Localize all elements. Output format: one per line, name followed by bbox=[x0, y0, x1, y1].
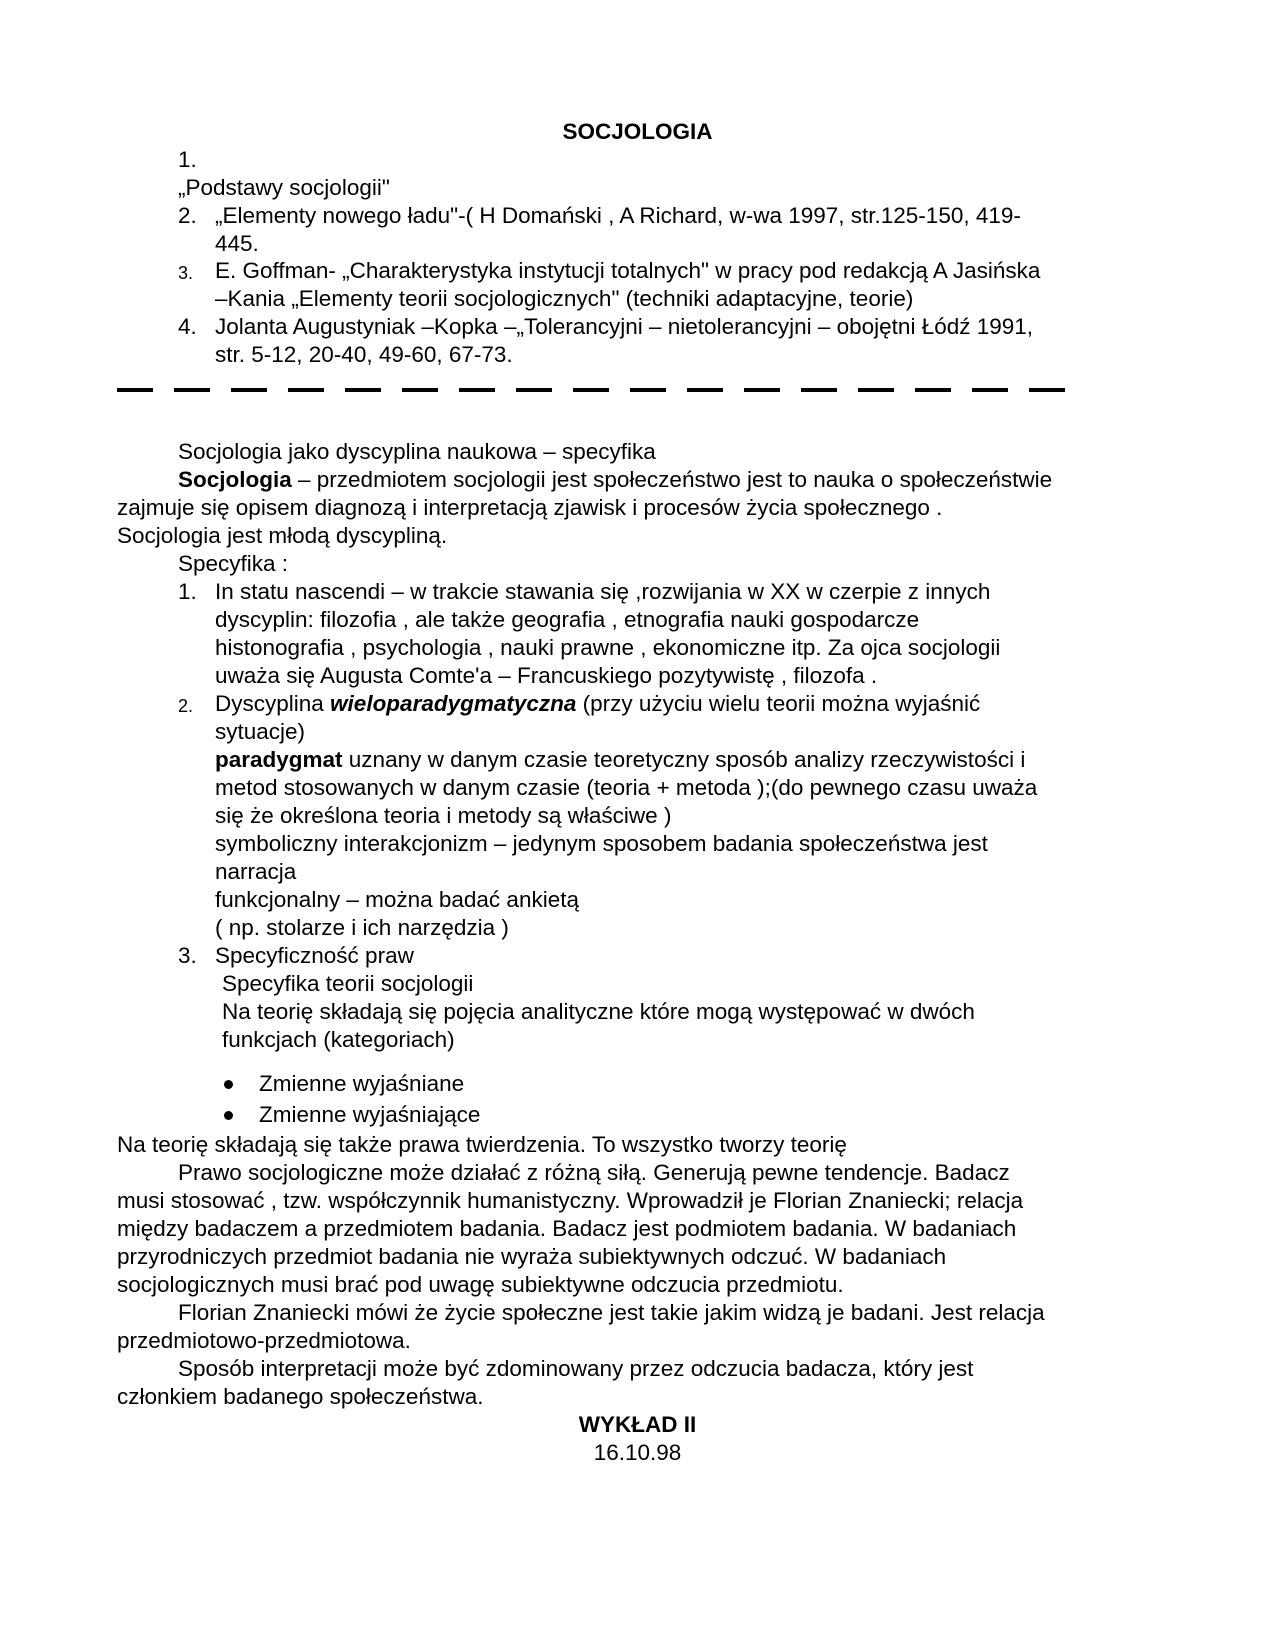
definition-term: Socjologia bbox=[178, 467, 292, 492]
specyfika-label: Specyfika : bbox=[178, 551, 289, 576]
lecture-title: WYKŁAD II bbox=[578, 1412, 697, 1437]
separator-dash bbox=[1029, 388, 1065, 392]
body-paragraph-2-line-2: musi stosować , tzw. współczynnik humanistyczny. Wprowadził je Florian Znaniecki; relacja bbox=[117, 1188, 1024, 1213]
literature-item-1-text: „Podstawy socjologii" bbox=[178, 175, 390, 200]
document-title: SOCJOLOGIA bbox=[562, 119, 713, 144]
spec-item-1-line-1: In statu nascendi – w trakcie stawania się ,rozwijania w XX w czerpie z innych bbox=[215, 579, 991, 604]
separator-dash bbox=[516, 388, 552, 392]
separator-dash bbox=[744, 388, 780, 392]
separator-dash bbox=[630, 388, 666, 392]
body-paragraph-2-line-5: socjologicznych musi brać pod uwagę subiektywne odczucia przedmiotu. bbox=[117, 1272, 844, 1297]
spec-item-2-line-2: sytuacje) bbox=[215, 719, 306, 744]
spec-item-3-line-1: Specyficzność praw bbox=[215, 943, 414, 968]
spec-item-1-line-3: histonografia , psychologia , nauki prawne , ekonomiczne itp. Za ojca socjologii bbox=[215, 635, 1001, 660]
literature-item-2-line-1: „Elementy nowego ładu"-( H Domański , A Richard, w-wa 1997, str.125-150, 419- bbox=[215, 203, 1021, 228]
separator-dash bbox=[972, 388, 1008, 392]
body-paragraph-1: Na teorię składają się także prawa twierdzenia. To wszystko tworzy teorię bbox=[117, 1132, 847, 1157]
literature-item-2-number: 2. bbox=[178, 203, 197, 228]
paradigm-line-3: się że określona teoria i metody są właściwe ) bbox=[215, 803, 672, 828]
paradigm-term: paradygmat bbox=[215, 747, 343, 772]
definition-line-1 bbox=[178, 466, 1052, 495]
literature-item-4-number: 4. bbox=[178, 314, 197, 339]
separator-dash bbox=[345, 388, 381, 392]
literature-item-1-number: 1. bbox=[178, 147, 197, 172]
dashed-separator bbox=[117, 388, 1087, 393]
body-paragraph-3-line-2: przedmiotowo-przedmiotowa. bbox=[117, 1328, 411, 1353]
separator-dash bbox=[117, 388, 153, 392]
definition-text: – przedmiotem socjologii jest społeczeństwo jest to nauka o społeczeństwie bbox=[291, 467, 1053, 492]
spec-item-3-number: 3. bbox=[178, 943, 197, 968]
body-paragraph-4-line-2: członkiem badanego społeczeństwa. bbox=[117, 1384, 484, 1409]
paradigm-line-1 bbox=[215, 746, 1025, 775]
bullet-icon bbox=[224, 1080, 233, 1089]
separator-dash bbox=[231, 388, 267, 392]
spec-item-2-prefix: Dyscyplina bbox=[215, 691, 331, 716]
literature-item-3-number: 3. bbox=[178, 263, 194, 283]
separator-dash bbox=[801, 388, 837, 392]
spec-item-3-line-4: funkcjach (kategoriach) bbox=[222, 1027, 455, 1052]
spec-item-1-line-4: uważa się Augusta Comte'a – Francuskiego pozytywistę , filozofa . bbox=[215, 663, 878, 688]
spec-item-1-number: 1. bbox=[178, 579, 197, 604]
bullet-icon bbox=[224, 1111, 233, 1120]
literature-item-4-line-1: Jolanta Augustyniak –Kopka –„Tolerancyjni – nietolerancyjni – obojętni Łódź 1991, bbox=[215, 314, 1034, 339]
spec-item-3-line-3: Na teorię składają się pojęcia analityczne które mogą występować w dwóch bbox=[222, 999, 975, 1024]
symbolic-line-1: symboliczny interakcjonizm – jedynym sposobem badania społeczeństwa jest bbox=[215, 831, 988, 856]
functional-line-1: funkcjonalny – można badać ankietą bbox=[215, 887, 579, 912]
body-paragraph-2-line-4: przyrodniczych przedmiot badania nie wyraża subiektywnych odczuć. W badaniach bbox=[117, 1244, 947, 1269]
separator-dash bbox=[573, 388, 609, 392]
separator-dash bbox=[459, 388, 495, 392]
spec-item-2-number: 2. bbox=[178, 696, 194, 716]
literature-item-3-line-1: E. Goffman- „Charakterystyka instytucji totalnych" w pracy pod redakcją A Jasińska bbox=[215, 258, 1041, 283]
lecture-date: 16.10.98 bbox=[593, 1440, 682, 1465]
spec-item-2-suffix: (przy użyciu wielu teorii można wyjaśnić bbox=[576, 691, 981, 716]
bullet-item-1: Zmienne wyjaśniane bbox=[259, 1071, 465, 1096]
body-paragraph-3-line-1: Florian Znaniecki mówi że życie społeczne jest takie jakim widzą je badani. Jest relacja bbox=[178, 1300, 1045, 1325]
body-paragraph-2-line-3: między badaczem a przedmiotem badania. Badacz jest podmiotem badania. W badaniach bbox=[117, 1216, 1017, 1241]
spec-item-2-term: wieloparadygmatyczna bbox=[330, 691, 577, 716]
body-paragraph-4-line-1: Sposób interpretacji może być zdominowany przez odczucia badacza, który jest bbox=[178, 1356, 974, 1381]
spec-item-2-line-1 bbox=[215, 690, 980, 719]
body-paragraph-2-line-1: Prawo socjologiczne może działać z różną siłą. Generują pewne tendencje. Badacz bbox=[178, 1160, 1010, 1185]
definition-line-2: zajmuje się opisem diagnozą i interpretacją zjawisk i procesów życia społecznego . bbox=[117, 495, 943, 520]
section-heading: Socjologia jako dyscyplina naukowa – specyfika bbox=[178, 439, 656, 464]
functional-line-2: ( np. stolarze i ich narzędzia ) bbox=[215, 915, 509, 940]
separator-dash bbox=[174, 388, 210, 392]
symbolic-line-2: narracja bbox=[215, 859, 297, 884]
definition-line-3: Socjologia jest młodą dyscypliną. bbox=[117, 523, 448, 548]
bullet-item-2: Zmienne wyjaśniające bbox=[259, 1102, 481, 1127]
literature-item-4-line-2: str. 5-12, 20-40, 49-60, 67-73. bbox=[215, 342, 513, 367]
separator-dash bbox=[687, 388, 723, 392]
separator-dash bbox=[915, 388, 951, 392]
separator-dash bbox=[288, 388, 324, 392]
separator-dash bbox=[858, 388, 894, 392]
paradigm-text: uznany w danym czasie teoretyczny sposób analizy rzeczywistości i bbox=[342, 747, 1026, 772]
paradigm-line-2: metod stosowanych w danym czasie (teoria + metoda );(do pewnego czasu uważa bbox=[215, 775, 1038, 800]
literature-item-2-line-2: 445. bbox=[215, 231, 259, 256]
spec-item-1-line-2: dyscyplin: filozofia , ale także geografia , etnografia nauki gospodarcze bbox=[215, 607, 920, 632]
separator-dash bbox=[402, 388, 438, 392]
literature-item-3-line-2: –Kania „Elementy teorii socjologicznych" (techniki adaptacyjne, teorie) bbox=[215, 286, 914, 311]
spec-item-3-line-2: Specyfika teorii socjologii bbox=[222, 971, 474, 996]
